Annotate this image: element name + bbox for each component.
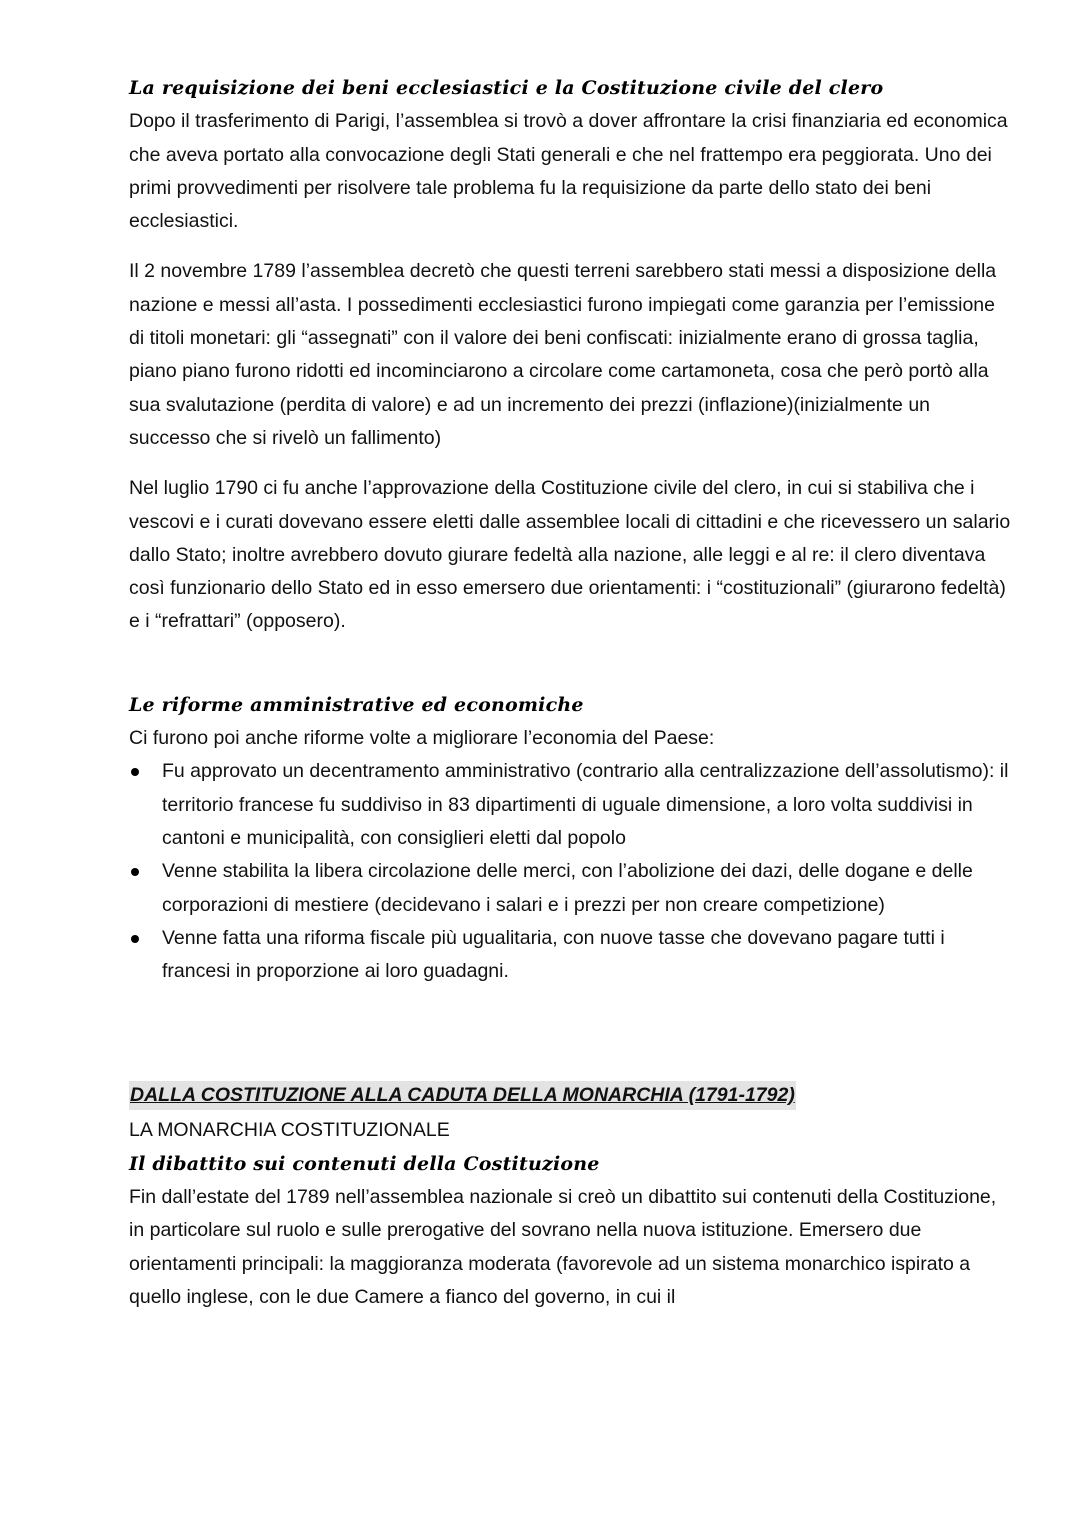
paragraph: Ci furono poi anche riforme volte a migliorare l’economia del Paese:	[129, 727, 715, 750]
bullet-icon	[131, 768, 139, 776]
list-item	[129, 855, 1014, 922]
section-heading-riforme: Le riforme amministrative ed economiche	[129, 693, 584, 716]
list-item-text: Venne fatta una riforma fiscale più ugualitaria, con nuove tasse che dovevano pagare tutti i francesi in proporzione ai loro guadagni.	[162, 926, 945, 983]
paragraph: Dopo il trasferimento di Parigi, l’assemblea si trovò a dover affrontare la crisi finanziaria ed economica che aveva portato alla convocazione degli Stati generali e che nel frattempo era peggiorata. Uno dei primi provvedimenti per risolvere tale problema fu la requisizione da parte dello stato dei beni ecclesiastici.	[129, 110, 1008, 233]
bullet-icon	[131, 935, 139, 943]
reform-list	[129, 755, 1014, 988]
section-heading-dibattito: Il dibattito sui contenuti della Costituzione	[129, 1152, 600, 1175]
paragraph: Il 2 novembre 1789 l’assemblea decretò che questi terreni sarebbero stati messi a disposizione della nazione e messi all’asta. I possedimenti ecclesiastici furono impiegati come garanzia per l’emissione di titoli monetari: gli “assegnati” con il valore dei beni confiscati: inizialmente erano di grossa taglia, piano piano furono ridotti ed incominciarono a circolare come cartamoneta, cosa che però portò alla sua svalutazione (perdita di valore) e ad un incremento dei prezzi (inflazione)(inizialmente un successo che si rivelò un fallimento)	[129, 260, 997, 449]
list-item	[129, 922, 1014, 989]
subchapter-title: LA MONARCHIA COSTITUZIONALE	[129, 1118, 450, 1141]
paragraph: Nel luglio 1790 ci fu anche l’approvazione della Costituzione civile del clero, in cui si stabiliva che i vescovi e i curati dovevano essere eletti dalle assemblee locali di cittadini e che ricevessero un salario dallo Stato; inoltre avrebbero dovuto giurare fedeltà alla nazione, alle leggi e al re: il clero diventava così funzionario dello Stato ed in esso emersero due orientamenti: i “costituzionali” (giurarono fedeltà) e i “refrattari” (opposero).	[129, 477, 1011, 633]
bullet-icon	[131, 868, 139, 876]
list-item	[129, 755, 1014, 855]
list-item-text: Fu approvato un decentramento amministrativo (contrario alla centralizzazione dell’assolutismo): il territorio francese fu suddiviso in 83 dipartimenti di uguale dimensione, a loro volta suddivisi in cantoni e municipalità, con consiglieri eletti dal popolo	[162, 760, 1009, 849]
chapter-title: DALLA COSTITUZIONE ALLA CADUTA DELLA MONARCHIA (1791-1792)	[129, 1081, 796, 1110]
section-heading-requisizione: La requisizione dei beni ecclesiastici e la Costituzione civile del clero	[129, 77, 884, 99]
paragraph: Fin dall’estate del 1789 nell’assemblea nazionale si creò un dibattito sui contenuti della Costituzione, in particolare sul ruolo e sulle prerogative del sovrano nella nuova istituzione. Emersero due orientamenti principali: la maggioranza moderata (favorevole ad un sistema monarchico ispirato a quello inglese, con le due Camere a fianco del governo, in cui il	[129, 1186, 997, 1308]
document-page	[129, 72, 1014, 1314]
list-item-text: Venne stabilita la libera circolazione delle merci, con l’abolizione dei dazi, delle dogane e delle corporazioni di mestiere (decidevano i salari e i prezzi per non creare competizione)	[162, 860, 973, 916]
